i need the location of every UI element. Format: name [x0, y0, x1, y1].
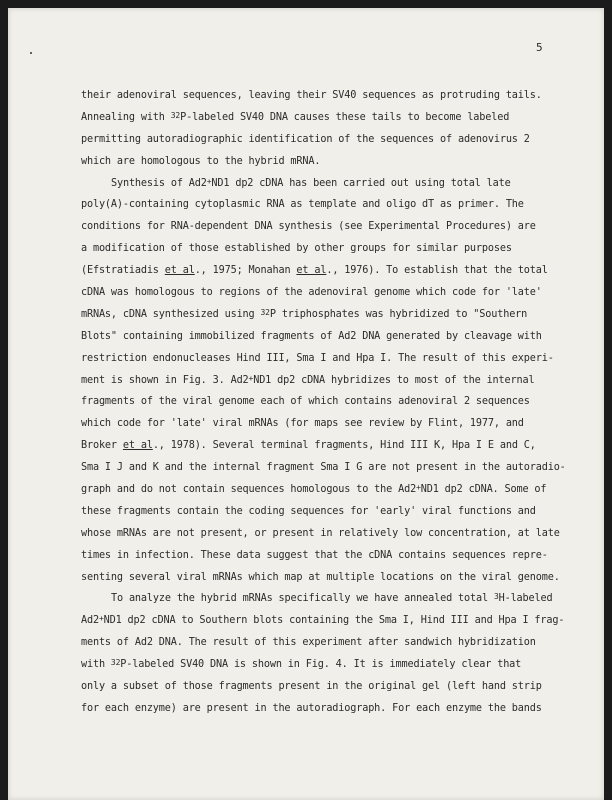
page-number: 5 [536, 41, 543, 54]
text-run: cDNA was homologous to regions of the adenoviral genome which code for 'late' [81, 287, 542, 299]
text-run: graph and do not contain sequences homologous to the Ad2 [81, 484, 417, 496]
text-run: To analyze the hybrid mRNAs specifically we have annealed total [111, 593, 494, 605]
text-run: their adenoviral sequences, leaving their SV40 sequences as protruding tails. [81, 90, 542, 101]
text-line [81, 457, 566, 479]
text-line [81, 435, 561, 457]
text-run: (Efstratiadis [81, 265, 165, 277]
text-run: which are homologous to the hybrid mRNA. [81, 155, 321, 167]
text-line [81, 588, 561, 610]
text-line [81, 107, 561, 129]
body-text [81, 85, 566, 720]
text-line [81, 173, 561, 195]
text-run: fragments of the viral genome each of which contains adenoviral 2 sequences [81, 396, 530, 408]
text-line [81, 282, 561, 304]
text-line [81, 304, 561, 326]
text-line [81, 501, 561, 523]
text-line [81, 391, 561, 413]
underlined-text: et al [164, 265, 195, 277]
text-run: P triphosphates was hybridized to "Southern [269, 308, 528, 320]
text-run: ., 1976). To establish that the total [326, 265, 548, 277]
text-line [81, 479, 561, 501]
text-run: these fragments contain the coding sequences for 'early' viral functions and [81, 505, 536, 517]
text-run: ND1 dp2 cDNA hybridizes to most of the internal [253, 374, 535, 386]
text-line [81, 85, 561, 107]
text-run: conditions for RNA-dependent DNA synthesis (see Experimental Procedures) are [81, 221, 536, 233]
text-line [81, 238, 561, 260]
text-line [81, 151, 561, 173]
text-run: ments of Ad2 DNA. The result of this experiment after sandwich hybridization [81, 637, 536, 649]
text-run: Annealing with [81, 111, 171, 123]
text-line [81, 194, 561, 216]
text-run: permitting autoradiographic identification of the sequences of adenovirus 2 [81, 133, 530, 145]
superscript: 3 [493, 592, 499, 602]
text-run: P-labeled SV40 DNA causes these tails to become labeled [180, 111, 510, 123]
text-run: ment is shown in Fig. 3. Ad2 [81, 374, 249, 386]
text-run: only a subset of those fragments present in the original gel (left hand strip [81, 681, 542, 693]
superscript: + [206, 176, 212, 186]
superscript: + [248, 373, 254, 383]
superscript: + [416, 483, 421, 493]
text-run: senting several viral mRNAs which map at multiple locations on the viral genome. [81, 571, 560, 583]
text-run: Synthesis of Ad2 [111, 177, 207, 189]
superscript: 32 [260, 307, 270, 317]
text-run: ND1 dp2 cDNA to Southern blots containing the Sma I, Hind III and Hpa I frag- [103, 615, 565, 627]
text-line [81, 370, 561, 392]
text-line [81, 129, 561, 151]
text-run: for each enzyme) are present in the autoradiograph. For each enzyme the bands [81, 702, 542, 714]
text-run: Ad2 [81, 615, 99, 627]
speck-mark [30, 52, 32, 54]
text-run: Broker [81, 440, 123, 452]
document-page [8, 8, 604, 800]
text-run: Blots" containing immobilized fragments of Ad2 DNA generated by cleavage with [81, 330, 542, 342]
text-line [81, 632, 561, 654]
underlined-text: et al [122, 440, 153, 452]
text-run: times in infection. These data suggest that the cDNA contains sequences repre- [81, 549, 548, 561]
text-run: P-labeled SV40 DNA is shown in Fig. 4. It is immediately clear that [120, 659, 522, 671]
text-line [81, 545, 561, 567]
text-line [81, 413, 561, 435]
text-run: ND1 dp2 cDNA. Some of [420, 484, 547, 496]
text-line [81, 260, 561, 282]
text-run: ., 1975; Monahan [194, 265, 297, 277]
text-line [81, 610, 565, 632]
text-line [81, 676, 561, 698]
text-run: H-labeled [498, 593, 553, 605]
text-line [81, 567, 561, 589]
text-line [81, 698, 561, 720]
text-run: with [81, 659, 111, 671]
text-run: poly(A)-containing cytoplasmic RNA as template and oligo dT as primer. The [81, 199, 524, 211]
underlined-text: et al [296, 265, 327, 277]
text-line [81, 216, 561, 238]
superscript: + [98, 614, 104, 624]
text-line [81, 523, 561, 545]
superscript: 32 [110, 658, 121, 668]
text-run: ND1 dp2 cDNA has been carried out using total late [211, 177, 511, 189]
text-run: which code for 'late' viral mRNAs (for maps see review by Flint, 1977, and [81, 418, 524, 430]
text-line [81, 654, 561, 676]
text-run: whose mRNAs are not present, or present in relatively low concentration, at late [81, 527, 560, 539]
text-run: Sma I J and K and the internal fragment Sma I G are not present in the autoradio- [81, 462, 566, 474]
text-run: a modification of those established by other groups for similar purposes [81, 243, 512, 255]
text-run: ., 1978). Several terminal fragments, Hind III K, Hpa I E and C, [152, 440, 536, 452]
text-line [81, 326, 561, 348]
text-line [81, 348, 561, 370]
superscript: 32 [170, 110, 181, 120]
text-run: mRNAs, cDNA synthesized using [81, 308, 261, 320]
text-run: restriction endonucleases Hind III, Sma I and Hpa I. The result of this experi- [81, 352, 554, 364]
